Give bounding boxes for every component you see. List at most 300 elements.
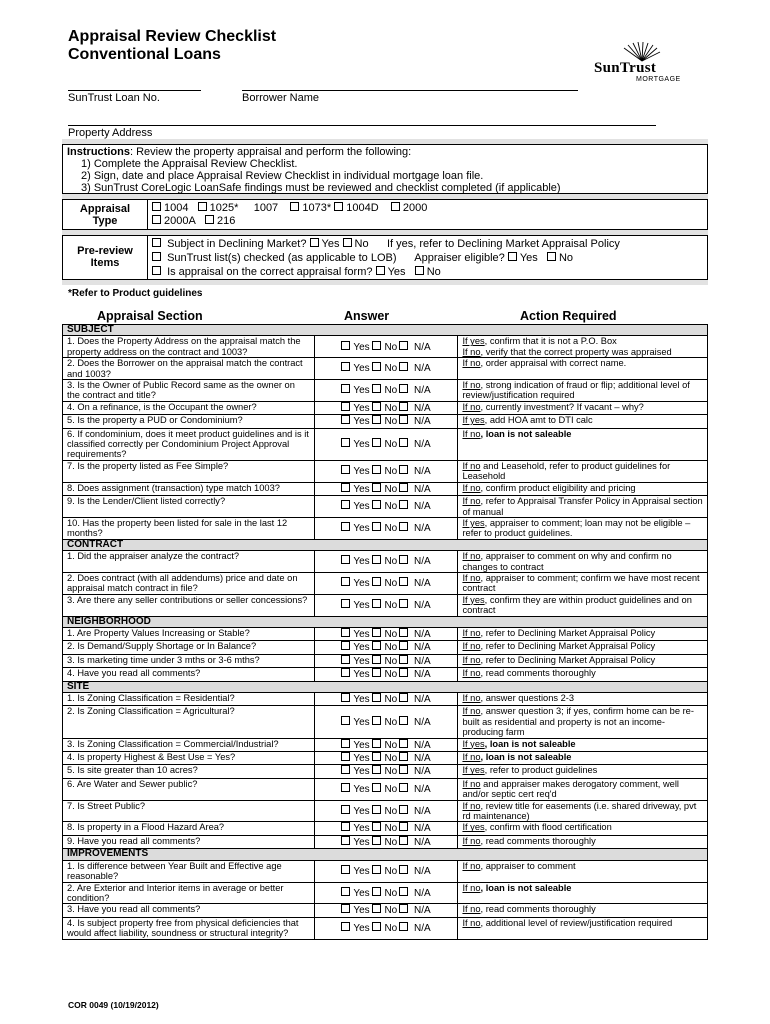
answer-no-label: No xyxy=(384,341,398,353)
answer-na-checkbox[interactable] xyxy=(399,628,408,637)
answer-no-checkbox[interactable] xyxy=(372,483,381,492)
answer-yes-checkbox[interactable] xyxy=(341,415,350,424)
answer-na-label: N/A xyxy=(414,739,431,751)
answer-na-label: N/A xyxy=(414,784,431,796)
answer-yes-checkbox[interactable] xyxy=(341,739,350,748)
answer-yes-label: Yes xyxy=(353,865,370,877)
answer-na-label: N/A xyxy=(414,523,431,535)
answer-yes-checkbox[interactable] xyxy=(341,641,350,650)
answer-na-checkbox[interactable] xyxy=(399,341,408,350)
checklist-row xyxy=(63,904,708,917)
action-required: If yes, refer to product guidelines xyxy=(458,765,708,778)
answer-no-checkbox[interactable] xyxy=(372,668,381,677)
checkbox[interactable] xyxy=(343,238,352,247)
answer-no-label: No xyxy=(384,402,398,414)
answer-na-checkbox[interactable] xyxy=(399,865,408,874)
instructions-intro: : Review the property appraisal and perform the following: xyxy=(129,146,412,158)
action-required: If no, answer question 3; if yes, confirm home can be re-built as residential and property is not an income-producing farm xyxy=(458,706,708,738)
answer-no-checkbox[interactable] xyxy=(372,904,381,913)
answer-no-label: No xyxy=(384,836,398,848)
checkbox[interactable] xyxy=(310,238,319,247)
answer-no-label: No xyxy=(384,501,398,513)
answer-na-checkbox[interactable] xyxy=(399,922,408,931)
action-required: If yes, loan is not saleable xyxy=(458,738,708,751)
checkbox[interactable] xyxy=(415,266,424,275)
checkbox[interactable] xyxy=(152,238,161,247)
answer-na-label: N/A xyxy=(414,922,431,934)
answer-na-label: N/A xyxy=(414,385,431,397)
checklist-row xyxy=(63,668,708,681)
question-text: 6. If condominium, does it meet product guidelines and is it classified correctly per Condominium Project Approval requirements? xyxy=(63,428,315,460)
answer-options xyxy=(314,415,458,428)
answer-options xyxy=(314,765,458,778)
answer-yes-checkbox[interactable] xyxy=(341,522,350,531)
question-text: 2. Does contract (with all addendums) price and date on appraisal match contract in file? xyxy=(63,572,315,594)
answer-no-checkbox[interactable] xyxy=(372,500,381,509)
answer-no-label: No xyxy=(384,753,398,765)
answer-no-label: No xyxy=(384,655,398,667)
answer-na-label: N/A xyxy=(414,766,431,778)
answer-yes-label: Yes xyxy=(353,628,370,640)
answer-na-label: N/A xyxy=(414,905,431,917)
answer-no-label: No xyxy=(384,887,398,899)
checkbox[interactable] xyxy=(152,252,161,261)
checklist-row xyxy=(63,800,708,822)
answer-no-checkbox[interactable] xyxy=(372,402,381,411)
answer-no-label: No xyxy=(384,716,398,728)
question-text: 8. Does assignment (transaction) type match 1003? xyxy=(63,482,315,495)
answer-options xyxy=(314,738,458,751)
answer-no-checkbox[interactable] xyxy=(372,739,381,748)
answer-na-label: N/A xyxy=(414,887,431,899)
question-text: 5. Is the property a PUD or Condominium? xyxy=(63,415,315,428)
answer-yes-checkbox[interactable] xyxy=(341,555,350,564)
action-required: If no, currently investment? If vacant – why? xyxy=(458,401,708,414)
answer-options xyxy=(314,904,458,917)
answer-yes-checkbox[interactable] xyxy=(341,362,350,371)
answer-no-checkbox[interactable] xyxy=(372,628,381,637)
action-required: If no, read comments thoroughly xyxy=(458,904,708,917)
question-text: 1. Does the Property Address on the appraisal match the property address on the contract and 1003? xyxy=(63,336,315,358)
action-required: If no, refer to Declining Market Appraisal Policy xyxy=(458,627,708,640)
question-text: 5. Is site greater than 10 acres? xyxy=(63,765,315,778)
answer-no-label: No xyxy=(384,556,398,568)
answer-options xyxy=(314,460,458,482)
form-2000a-option[interactable]: 2000A xyxy=(152,215,196,227)
answer-yes-checkbox[interactable] xyxy=(341,716,350,725)
col-header-action: Action Required xyxy=(520,309,617,323)
answer-no-label: No xyxy=(384,905,398,917)
answer-na-checkbox[interactable] xyxy=(399,822,408,831)
answer-na-label: N/A xyxy=(414,416,431,428)
col-header-section: Appraisal Section xyxy=(97,309,203,323)
answer-no-label: No xyxy=(384,922,398,934)
instruction-item: 2) Sign, date and place Appraisal Review Checklist in individual mortgage loan file. xyxy=(81,170,484,182)
action-required: If no, loan is not saleable xyxy=(458,882,708,904)
answer-na-checkbox[interactable] xyxy=(399,599,408,608)
answer-na-checkbox[interactable] xyxy=(399,716,408,725)
answer-na-checkbox[interactable] xyxy=(399,483,408,492)
answer-options xyxy=(314,401,458,414)
checklist-row xyxy=(63,336,708,358)
checklist-row xyxy=(63,693,708,706)
action-required: If no, appraiser to comment on why and confirm no changes to contract xyxy=(458,551,708,573)
checkbox xyxy=(152,202,161,211)
answer-na-label: N/A xyxy=(414,466,431,478)
answer-no-label: No xyxy=(384,578,398,590)
answer-yes-checkbox[interactable] xyxy=(341,668,350,677)
instruction-item: 1) Complete the Appraisal Review Checklist. xyxy=(81,158,298,170)
answer-yes-checkbox[interactable] xyxy=(341,693,350,702)
answer-no-label: No xyxy=(384,694,398,705)
answer-options xyxy=(314,917,458,939)
answer-no-checkbox[interactable] xyxy=(372,836,381,845)
answer-na-label: N/A xyxy=(414,865,431,877)
answer-na-checkbox[interactable] xyxy=(399,362,408,371)
question-text: 1. Is difference between Year Built and Effective age reasonable? xyxy=(63,860,315,882)
answer-no-checkbox[interactable] xyxy=(372,438,381,447)
checklist-row xyxy=(63,641,708,654)
answer-na-label: N/A xyxy=(414,599,431,611)
borrower-name-label: Borrower Name xyxy=(242,92,320,104)
checklist-row xyxy=(63,822,708,835)
form-1025-option[interactable]: 1025* xyxy=(198,202,239,214)
answer-no-checkbox[interactable] xyxy=(372,765,381,774)
answer-no-label: No xyxy=(384,439,398,451)
answer-na-checkbox[interactable] xyxy=(399,415,408,424)
form-1004-option[interactable]: 1004 xyxy=(152,202,188,214)
question-text: 3. Is Zoning Classification = Commercial/Industrial? xyxy=(63,738,315,751)
answer-na-checkbox[interactable] xyxy=(399,384,408,393)
question-text: 2. Are Exterior and Interior items in average or better condition? xyxy=(63,882,315,904)
action-required: If no, strong indication of fraud or flip; additional level of review/justification required xyxy=(458,380,708,402)
answer-yes-checkbox[interactable] xyxy=(341,402,350,411)
answer-na-checkbox[interactable] xyxy=(399,655,408,664)
checklist-row xyxy=(63,738,708,751)
checklist-row xyxy=(63,835,708,848)
checkbox[interactable] xyxy=(508,252,517,261)
question-text: 10. Has the property been listed for sale in the last 12 months? xyxy=(63,517,315,539)
answer-no-label: No xyxy=(384,416,398,428)
answer-no-checkbox[interactable] xyxy=(372,716,381,725)
answer-na-label: N/A xyxy=(414,578,431,590)
checklist-row xyxy=(63,917,708,939)
answer-na-checkbox[interactable] xyxy=(399,887,408,896)
answer-no-checkbox[interactable] xyxy=(372,693,381,702)
action-required: If no, answer questions 2-3 xyxy=(458,693,708,706)
action-required: If no, confirm product eligibility and pricing xyxy=(458,482,708,495)
answer-options xyxy=(314,594,458,616)
answer-no-checkbox[interactable] xyxy=(372,577,381,586)
answer-yes-checkbox[interactable] xyxy=(341,655,350,664)
checkbox[interactable] xyxy=(547,252,556,261)
answer-yes-checkbox[interactable] xyxy=(341,500,350,509)
question-text: 2. Is Zoning Classification = Agricultural? xyxy=(63,706,315,738)
answer-na-checkbox[interactable] xyxy=(399,693,408,702)
answer-yes-label: Yes xyxy=(353,466,370,478)
section-header: CONTRACT xyxy=(63,539,708,550)
answer-options xyxy=(314,693,458,706)
answer-yes-checkbox[interactable] xyxy=(341,599,350,608)
answer-yes-checkbox[interactable] xyxy=(341,483,350,492)
question-text: 3. Is marketing time under 3 mths or 3-6 mths? xyxy=(63,654,315,667)
answer-options xyxy=(314,822,458,835)
checkbox xyxy=(205,215,214,224)
answer-na-checkbox[interactable] xyxy=(399,641,408,650)
answer-options xyxy=(314,358,458,380)
answer-options xyxy=(314,860,458,882)
answer-yes-checkbox[interactable] xyxy=(341,865,350,874)
answer-no-checkbox[interactable] xyxy=(372,555,381,564)
answer-yes-label: Yes xyxy=(353,439,370,451)
answer-no-checkbox[interactable] xyxy=(372,752,381,761)
checklist-row xyxy=(63,401,708,414)
form-1073-option[interactable]: 1073* xyxy=(290,202,331,214)
checkbox xyxy=(290,202,299,211)
answer-no-checkbox[interactable] xyxy=(372,887,381,896)
answer-no-label: No xyxy=(384,642,398,654)
action-required: If no and Leasehold, refer to product guidelines for Leasehold xyxy=(458,460,708,482)
checklist-row xyxy=(63,860,708,882)
action-required: If yes, confirm with flood certification xyxy=(458,822,708,835)
title-line-1: Appraisal Review Checklist xyxy=(68,28,277,45)
answer-options xyxy=(314,641,458,654)
answer-na-checkbox[interactable] xyxy=(399,465,408,474)
answer-yes-checkbox[interactable] xyxy=(341,765,350,774)
answer-yes-label: Yes xyxy=(353,805,370,817)
question-text: 3. Have you read all comments? xyxy=(63,904,315,917)
answer-yes-label: Yes xyxy=(353,385,370,397)
answer-no-label: No xyxy=(384,669,398,681)
appraisal-type-label: Appraisal Type xyxy=(62,199,148,230)
question-text: 2. Is Demand/Supply Shortage or In Balance? xyxy=(63,641,315,654)
logo-sub: MORTGAGE xyxy=(636,76,681,83)
action-required: If no, read comments thoroughly xyxy=(458,835,708,848)
answer-yes-checkbox[interactable] xyxy=(341,752,350,761)
answer-na-label: N/A xyxy=(414,628,431,640)
checkbox xyxy=(152,215,161,224)
answer-no-label: No xyxy=(384,385,398,397)
answer-yes-label: Yes xyxy=(353,599,370,611)
answer-na-checkbox[interactable] xyxy=(399,765,408,774)
section-header: SUBJECT xyxy=(63,325,708,336)
action-required: If no, appraiser to comment xyxy=(458,860,708,882)
answer-no-label: No xyxy=(384,363,398,375)
answer-options xyxy=(314,496,458,518)
checklist-row xyxy=(63,765,708,778)
answer-yes-label: Yes xyxy=(353,836,370,848)
section-header: SITE xyxy=(63,681,708,692)
answer-no-checkbox[interactable] xyxy=(372,599,381,608)
answer-na-checkbox[interactable] xyxy=(399,739,408,748)
question-text: 8. Is property in a Flood Hazard Area? xyxy=(63,822,315,835)
answer-yes-label: Yes xyxy=(353,363,370,375)
answer-no-checkbox[interactable] xyxy=(372,415,381,424)
answer-yes-checkbox[interactable] xyxy=(341,577,350,586)
question-text: 1. Did the appraiser analyze the contract? xyxy=(63,551,315,573)
form-1007-option: 1007 xyxy=(253,202,279,214)
answer-yes-label: Yes xyxy=(353,694,370,705)
answer-na-label: N/A xyxy=(414,823,431,835)
answer-yes-label: Yes xyxy=(353,753,370,765)
checklist-row xyxy=(63,752,708,765)
title-line-2: Conventional Loans xyxy=(68,46,221,63)
checkbox[interactable] xyxy=(152,266,161,275)
form-216-option[interactable]: 216 xyxy=(205,215,235,227)
instructions-label: Instructions xyxy=(67,146,130,158)
action-required: If no, appraiser to comment; confirm we have most recent contract xyxy=(458,572,708,594)
answer-yes-checkbox[interactable] xyxy=(341,904,350,913)
answer-yes-checkbox[interactable] xyxy=(341,465,350,474)
answer-no-label: No xyxy=(384,823,398,835)
answer-no-checkbox[interactable] xyxy=(372,465,381,474)
answer-na-label: N/A xyxy=(414,439,431,451)
answer-na-checkbox[interactable] xyxy=(399,522,408,531)
question-text: 4. Have you read all comments? xyxy=(63,668,315,681)
checklist-table xyxy=(62,324,708,940)
answer-yes-checkbox[interactable] xyxy=(341,783,350,792)
answer-yes-label: Yes xyxy=(353,642,370,654)
answer-na-checkbox[interactable] xyxy=(399,577,408,586)
answer-na-label: N/A xyxy=(414,805,431,817)
answer-no-label: No xyxy=(384,805,398,817)
checklist-row xyxy=(63,482,708,495)
answer-options xyxy=(314,517,458,539)
answer-na-checkbox[interactable] xyxy=(399,500,408,509)
checklist-row xyxy=(63,778,708,800)
answer-yes-checkbox[interactable] xyxy=(341,341,350,350)
answer-yes-checkbox[interactable] xyxy=(341,822,350,831)
answer-na-checkbox[interactable] xyxy=(399,555,408,564)
answer-yes-label: Yes xyxy=(353,501,370,513)
answer-yes-checkbox[interactable] xyxy=(341,887,350,896)
answer-yes-label: Yes xyxy=(353,578,370,590)
answer-na-label: N/A xyxy=(414,556,431,568)
prereview-label: Pre-review Items xyxy=(62,235,148,280)
answer-no-checkbox[interactable] xyxy=(372,865,381,874)
answer-options xyxy=(314,627,458,640)
answer-na-checkbox[interactable] xyxy=(399,438,408,447)
answer-na-checkbox[interactable] xyxy=(399,668,408,677)
answer-options xyxy=(314,572,458,594)
form-code: COR 0049 (10/19/2012) xyxy=(68,1000,159,1010)
answer-no-checkbox[interactable] xyxy=(372,655,381,664)
answer-yes-checkbox[interactable] xyxy=(341,384,350,393)
answer-na-label: N/A xyxy=(414,642,431,654)
answer-na-label: N/A xyxy=(414,753,431,765)
checklist-row xyxy=(63,460,708,482)
answer-no-checkbox[interactable] xyxy=(372,522,381,531)
answer-no-checkbox[interactable] xyxy=(372,922,381,931)
checkbox xyxy=(198,202,207,211)
answer-yes-label: Yes xyxy=(353,402,370,414)
answer-no-checkbox[interactable] xyxy=(372,384,381,393)
answer-na-checkbox[interactable] xyxy=(399,402,408,411)
answer-no-label: No xyxy=(384,523,398,535)
action-required: If no, loan is not saleable xyxy=(458,752,708,765)
product-guidelines-note: *Refer to Product guidelines xyxy=(68,288,203,299)
answer-options xyxy=(314,778,458,800)
question-text: 3. Is the Owner of Public Record same as the owner on the contract and title? xyxy=(63,380,315,402)
answer-yes-label: Yes xyxy=(353,523,370,535)
action-required: If no and appraiser makes derogatory comment, well and/or septic cert req'd xyxy=(458,778,708,800)
answer-options xyxy=(314,800,458,822)
answer-yes-label: Yes xyxy=(353,784,370,796)
answer-na-checkbox[interactable] xyxy=(399,836,408,845)
answer-no-checkbox[interactable] xyxy=(372,341,381,350)
checklist-row xyxy=(63,415,708,428)
answer-no-checkbox[interactable] xyxy=(372,641,381,650)
answer-options xyxy=(314,551,458,573)
answer-na-label: N/A xyxy=(414,694,431,705)
checklist-row xyxy=(63,594,708,616)
answer-yes-label: Yes xyxy=(353,556,370,568)
answer-na-checkbox[interactable] xyxy=(399,752,408,761)
appraisal-type-options xyxy=(147,199,708,230)
action-required: If yes, confirm that it is not a P.O. Box If no, verify that the correct property was appraised xyxy=(458,336,708,358)
logo-brand: SunTrust xyxy=(594,60,657,76)
action-required: If no, review title for easements (i.e. shared driveway, pvt rd maintenance) xyxy=(458,800,708,822)
answer-no-checkbox[interactable] xyxy=(372,783,381,792)
checklist-row xyxy=(63,551,708,573)
prereview-items: Subject in Declining Market? Yes No If yes, refer to Declining Market Appraisal Policy SunTrust list(s) checked (as applicable to LOB) Appraiser eligible? Yes No Is appraisal on the correct appraisal form? Yes No xyxy=(147,235,708,280)
answer-options xyxy=(314,668,458,681)
answer-no-checkbox[interactable] xyxy=(372,805,381,814)
answer-no-checkbox[interactable] xyxy=(372,822,381,831)
answer-na-label: N/A xyxy=(414,483,431,495)
answer-no-label: No xyxy=(384,865,398,877)
answer-options xyxy=(314,428,458,460)
answer-options xyxy=(314,835,458,848)
answer-na-checkbox[interactable] xyxy=(399,805,408,814)
checkbox xyxy=(334,202,343,211)
answer-no-label: No xyxy=(384,483,398,495)
answer-yes-label: Yes xyxy=(353,669,370,681)
answer-yes-label: Yes xyxy=(353,483,370,495)
property-address-label: Property Address xyxy=(68,127,153,139)
checklist-row xyxy=(63,358,708,380)
answer-no-label: No xyxy=(384,766,398,778)
answer-na-checkbox[interactable] xyxy=(399,783,408,792)
question-text: 9. Is the Lender/Client listed correctly? xyxy=(63,496,315,518)
checklist-row xyxy=(63,882,708,904)
answer-yes-checkbox[interactable] xyxy=(341,805,350,814)
answer-yes-checkbox[interactable] xyxy=(341,438,350,447)
checklist-row xyxy=(63,706,708,738)
answer-na-label: N/A xyxy=(414,669,431,681)
checkbox[interactable] xyxy=(376,266,385,275)
action-required: If yes, confirm they are within product guidelines and on contract xyxy=(458,594,708,616)
answer-na-label: N/A xyxy=(414,836,431,848)
answer-yes-checkbox[interactable] xyxy=(341,836,350,845)
form-2000-option[interactable]: 2000 xyxy=(391,202,427,214)
answer-no-checkbox[interactable] xyxy=(372,362,381,371)
checklist-row xyxy=(63,627,708,640)
question-text: 4. On a refinance, is the Occupant the owner? xyxy=(63,401,315,414)
answer-yes-checkbox[interactable] xyxy=(341,922,350,931)
form-1004d-option[interactable]: 1004D xyxy=(334,202,378,214)
answer-options xyxy=(314,654,458,667)
loan-no-label: SunTrust Loan No. xyxy=(68,92,160,104)
answer-na-checkbox[interactable] xyxy=(399,904,408,913)
question-text: 1. Is Zoning Classification = Residential? xyxy=(63,693,315,706)
answer-yes-label: Yes xyxy=(353,655,370,667)
question-text: 7. Is the property listed as Fee Simple? xyxy=(63,460,315,482)
answer-yes-checkbox[interactable] xyxy=(341,628,350,637)
section-header: NEIGHBORHOOD xyxy=(63,616,708,627)
answer-na-label: N/A xyxy=(414,655,431,667)
answer-yes-label: Yes xyxy=(353,739,370,751)
